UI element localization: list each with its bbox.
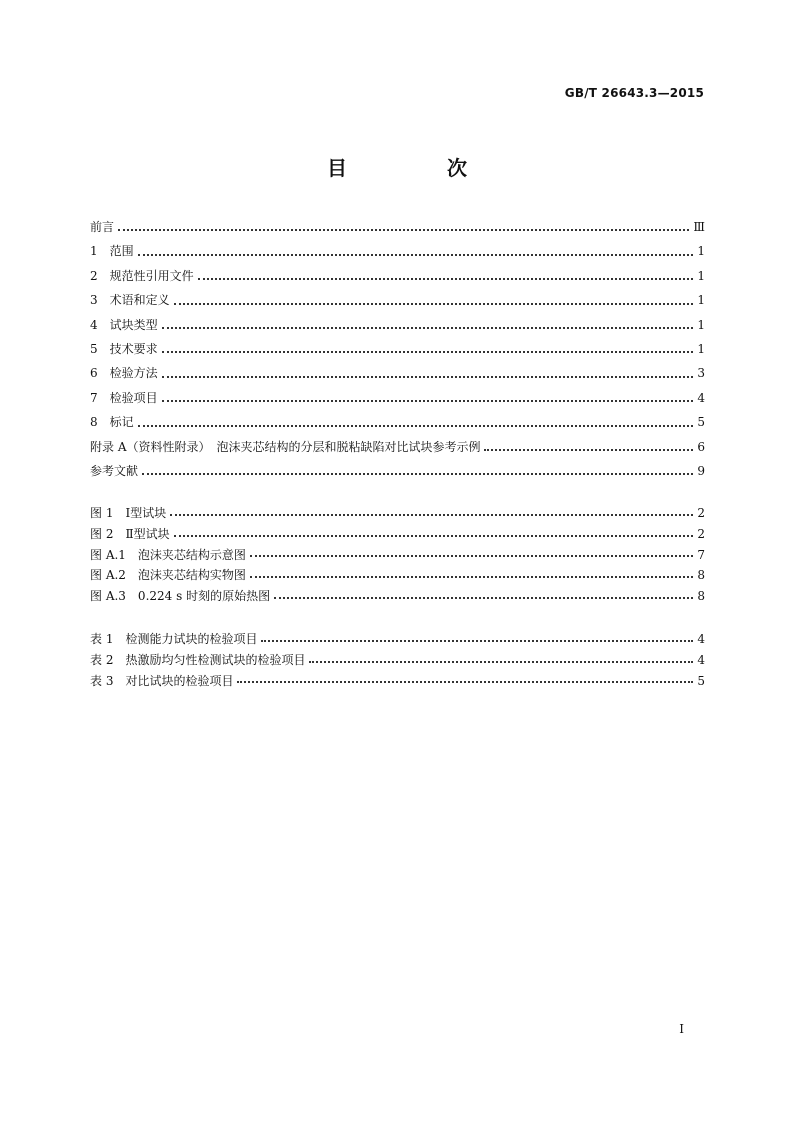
toc-entry[interactable]	[90, 313, 705, 337]
figure-entry[interactable]	[90, 524, 705, 545]
figure-entry-label: 图 1 Ⅰ型试块	[90, 506, 167, 520]
toc-entry-label: 7 检验项目	[90, 390, 158, 405]
leader-dots	[162, 400, 693, 402]
toc-entry-label: 前言	[90, 219, 115, 234]
toc-entry-page: 9	[697, 463, 705, 478]
toc-entry-page: 1	[697, 244, 705, 259]
footer-page-number: Ⅰ	[679, 1022, 684, 1036]
leader-dots	[261, 640, 693, 642]
figure-entry-page: 2	[697, 506, 705, 520]
leader-dots	[250, 555, 693, 557]
leader-dots	[162, 327, 693, 329]
leader-dots	[250, 576, 693, 578]
toc-entry-label: 8 标记	[90, 415, 134, 430]
figure-entry-label: 图 A.1 泡沫夹芯结构示意图	[90, 547, 246, 562]
toc-entry-label: 附录 A（资料性附录） 泡沫夹芯结构的分层和脱粘缺陷对比试块参考示例	[90, 439, 481, 454]
toc-entry-page: 1	[697, 317, 705, 332]
leader-dots	[118, 229, 689, 231]
toc-entry-label: 1 范围	[90, 244, 134, 259]
figure-entry-page: 2	[697, 526, 705, 541]
figure-entry-page: 8	[697, 589, 705, 604]
leader-dots	[170, 514, 693, 516]
leader-dots	[274, 597, 693, 599]
toc-entry-label: 2 规范性引用文件	[90, 268, 194, 283]
leader-dots	[237, 681, 693, 683]
toc-entry-label: 5 技术要求	[90, 341, 158, 356]
leader-dots	[174, 303, 693, 305]
toc-entry-label: 4 试块类型	[90, 317, 158, 332]
leader-dots	[142, 473, 693, 475]
toc-entry[interactable]	[90, 288, 705, 312]
figure-entry-label: 图 A.2 泡沫夹芯结构实物图	[90, 568, 246, 583]
toc-entry[interactable]	[90, 410, 705, 434]
table-list	[90, 629, 705, 691]
toc-entry-label: 3 术语和定义	[90, 293, 170, 308]
toc-list	[90, 215, 705, 483]
leader-dots	[484, 449, 693, 451]
table-entry-label: 表 3 对比试块的检验项目	[90, 673, 234, 688]
toc-entry-label: 参考文献	[90, 463, 139, 478]
leader-dots	[138, 254, 693, 256]
toc-entry-page: 6	[697, 439, 705, 454]
toc-entry[interactable]	[90, 239, 705, 263]
figure-entry[interactable]	[90, 545, 705, 566]
toc-entry-page: 3	[697, 366, 705, 381]
figure-entry[interactable]	[90, 503, 705, 524]
leader-dots	[198, 278, 693, 280]
leader-dots	[174, 535, 693, 537]
toc-entry-page: 1	[697, 293, 705, 308]
toc-entry[interactable]	[90, 459, 705, 483]
toc-entry-page: Ⅲ	[693, 219, 705, 234]
table-entry-label: 表 1 检测能力试块的检验项目	[90, 632, 258, 646]
leader-dots	[162, 376, 693, 378]
leader-dots	[162, 351, 693, 353]
figure-entry-label: 图 2 Ⅱ型试块	[90, 526, 170, 541]
toc-entry-page: 1	[697, 268, 705, 283]
page-title: 目 次	[327, 156, 507, 180]
leader-dots	[309, 661, 693, 663]
figure-entry[interactable]	[90, 565, 705, 586]
figure-list	[90, 503, 705, 607]
toc-entry[interactable]	[90, 435, 705, 459]
figure-entry-page: 7	[697, 547, 705, 562]
leader-dots	[138, 425, 693, 427]
table-entry-page: 5	[697, 673, 705, 688]
figure-entry[interactable]	[90, 586, 705, 607]
toc-entry[interactable]	[90, 264, 705, 288]
table-entry-label: 表 2 热激励均匀性检测试块的检验项目	[90, 652, 306, 667]
table-entry[interactable]	[90, 650, 705, 671]
toc-entry-page: 4	[697, 390, 705, 405]
toc-entry[interactable]	[90, 337, 705, 361]
toc-entry[interactable]	[90, 215, 705, 239]
toc-entry-label: 6 检验方法	[90, 366, 158, 381]
toc-entry[interactable]	[90, 361, 705, 385]
table-entry-page: 4	[697, 632, 705, 646]
figure-entry-label: 图 A.3 0.224 s 时刻的原始热图	[90, 589, 271, 604]
toc-entry-page: 5	[697, 415, 705, 430]
standard-code: GB/T 26643.3—2015	[564, 86, 704, 100]
table-entry[interactable]	[90, 629, 705, 650]
table-entry-page: 4	[697, 652, 705, 667]
table-entry[interactable]	[90, 671, 705, 692]
toc-entry-page: 1	[697, 341, 705, 356]
toc-entry[interactable]	[90, 386, 705, 410]
figure-entry-page: 8	[697, 568, 705, 583]
